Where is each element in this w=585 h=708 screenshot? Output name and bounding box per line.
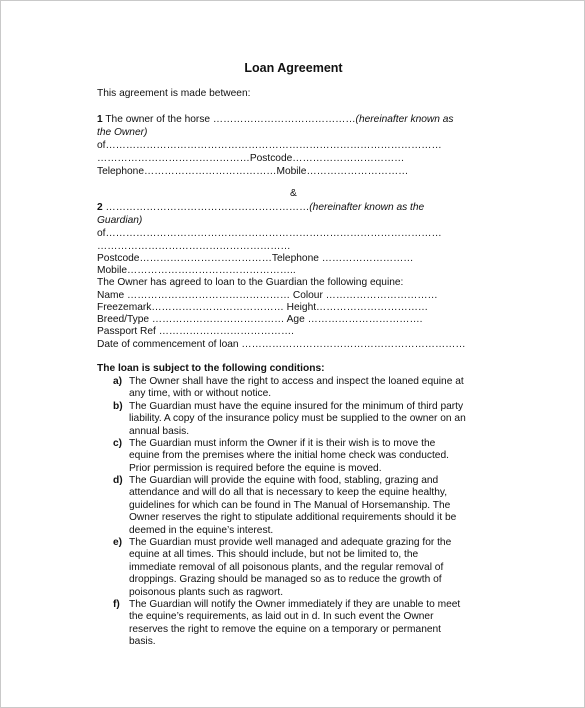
condition-d-line: deemed in the equine’s interest.: [129, 524, 274, 536]
condition-d-text: [129, 475, 499, 537]
guardian-dots: ……………………………………………………: [102, 202, 310, 213]
condition-c-line: equine from the premises where the initial home check was conducted.: [129, 450, 449, 462]
condition-f-line: basis.: [129, 636, 156, 648]
condition-a-line: The Owner shall have the right to access and inspect the loaned equine at: [129, 376, 464, 387]
owner-number: 1: [97, 114, 103, 125]
condition-f-text: [129, 599, 499, 649]
guardian-postcode-telephone-line: Postcode…………………………………Telephone ………………………: [97, 253, 414, 264]
condition-a-text: [129, 376, 499, 401]
condition-e-line: immediate removal of all poisonous plants, and the regular removal of: [129, 561, 444, 573]
condition-d-line: attendance and will do all that is necessary to keep the equine healthy,: [129, 487, 448, 499]
intro-text: This agreement is made between:: [97, 88, 251, 99]
owner-hereinafter: (hereinafter known as: [355, 114, 454, 125]
condition-e-text: [129, 537, 499, 599]
condition-d-line: guidelines for which can be found in The Manual of Horsemanship. The: [129, 499, 451, 511]
equine-passport-line: Passport Ref ………………………………….: [97, 326, 294, 337]
owner-line: [97, 114, 454, 126]
condition-e-line: poisonous plants such as ragwort.: [129, 586, 284, 598]
ampersand: &: [290, 188, 297, 199]
condition-c-letter: c): [113, 438, 123, 449]
condition-f-line: The Guardian will notify the Owner immediately if they are unable to meet: [129, 599, 461, 610]
loan-commencement-line: Date of commencement of loan …………………………………………………………: [97, 339, 466, 350]
equine-name-colour-line: Name ………………………………………… Colour ……………………………: [97, 290, 438, 301]
equine-freezemark-height-line: Freezemark………………………………… Height……………………………: [97, 302, 429, 313]
condition-e-line: droppings. Grazing should be managed so as to reduce the growth of: [129, 574, 442, 586]
condition-f-line: reserves the right to remove the equine on a temporary or permanent: [129, 623, 442, 635]
condition-e-line: equine at all times. This should include, but not be limited to, the: [129, 549, 419, 561]
guardian-number: 2: [97, 202, 103, 213]
condition-b-line: The Guardian must have the equine insured for the minimum of third party: [129, 401, 464, 412]
condition-b-line: liability. A copy of the insurance policy must be supplied to the owner on an: [129, 413, 466, 425]
condition-c-text: [129, 438, 499, 475]
document-title: Loan Agreement: [244, 61, 343, 75]
owner-telephone-line: Telephone…………………………………Mobile…………………………: [97, 166, 409, 177]
condition-e-line: The Guardian must provide well managed and adequate grazing for the: [129, 537, 452, 548]
conditions-heading: The loan is subject to the following conditions:: [97, 363, 325, 374]
condition-b-letter: b): [113, 401, 123, 412]
condition-d-letter: d): [113, 475, 123, 486]
equine-breed-age-line: Breed/Type ………………………………… Age …………………………….: [97, 314, 423, 325]
condition-f-letter: f): [113, 599, 120, 610]
owner-label: The owner of the horse: [102, 114, 213, 125]
owner-of-line: of………………………………………………………………………………………: [97, 140, 442, 151]
condition-f-line: the equine’s requirements, as laid out in d. In such event the Owner: [129, 611, 434, 623]
owner-postcode-line: ………………………………………Postcode……………………………: [97, 153, 405, 164]
condition-a-letter: a): [113, 376, 123, 387]
condition-b-text: [129, 401, 499, 438]
guardian-dots-line: …………………………………………………: [97, 241, 291, 252]
condition-d-line: Owner reserves the right to stipulate additional requirements should it be: [129, 512, 457, 524]
guardian-mobile-line: Mobile…………………………………………..: [97, 265, 296, 276]
condition-c-line: Prior permission is required before the equine is moved.: [129, 462, 382, 474]
guardian-of-line: of………………………………………………………………………………………: [97, 228, 442, 239]
equine-intro: The Owner has agreed to loan to the Guardian the following equine:: [97, 277, 404, 288]
condition-b-line: annual basis.: [129, 425, 190, 437]
condition-a-line: any time, with or without notice.: [129, 388, 272, 400]
condition-d-line: The Guardian will provide the equine with food, stabling, grazing and: [129, 475, 439, 486]
guardian-line: [97, 202, 424, 214]
condition-c-line: The Guardian must inform the Owner if it is their wish is to move the: [129, 438, 436, 449]
owner-dots: ……………………………………: [212, 114, 356, 125]
guardian-known-as: Guardian): [97, 215, 143, 226]
condition-e-letter: e): [113, 537, 123, 548]
guardian-hereinafter: (hereinafter known as the: [309, 202, 425, 213]
owner-known-as: the Owner): [97, 127, 148, 138]
